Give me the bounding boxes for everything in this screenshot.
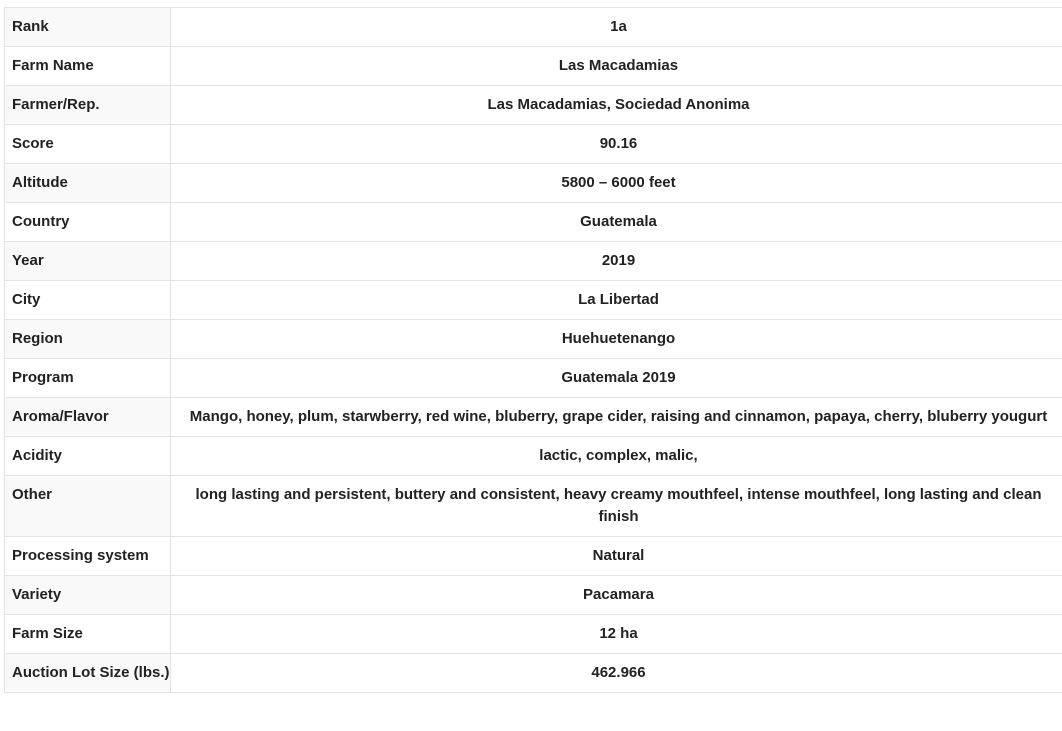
table-row-farm-size	[5, 615, 1062, 654]
table-row-variety	[5, 576, 1062, 615]
table-row-farmer-rep	[5, 86, 1062, 125]
row-label: Region	[5, 320, 171, 359]
table-row-altitude	[5, 164, 1062, 203]
row-value: Natural	[171, 537, 1062, 576]
row-value: 1a	[171, 8, 1062, 47]
row-label: City	[5, 281, 171, 320]
table-row-auction-lot-size	[5, 654, 1062, 693]
row-value: Huehuetenango	[171, 320, 1062, 359]
row-label: Farm Size	[5, 615, 171, 654]
table-row-processing-system	[5, 537, 1062, 576]
row-value: 2019	[171, 242, 1062, 281]
row-value: 90.16	[171, 125, 1062, 164]
row-value: Las Macadamias, Sociedad Anonima	[171, 86, 1062, 125]
row-label: Processing system	[5, 537, 171, 576]
row-label: Altitude	[5, 164, 171, 203]
table-row-country	[5, 203, 1062, 242]
row-label: Other	[5, 476, 171, 537]
table-row-score	[5, 125, 1062, 164]
row-value: Guatemala 2019	[171, 359, 1062, 398]
table-row-year	[5, 242, 1062, 281]
table-row-aroma-flavor	[5, 398, 1062, 437]
row-value: La Libertad	[171, 281, 1062, 320]
table-row-other	[5, 476, 1062, 537]
row-value: 12 ha	[171, 615, 1062, 654]
table-row-farm-name	[5, 47, 1062, 86]
row-value: Pacamara	[171, 576, 1062, 615]
row-label: Year	[5, 242, 171, 281]
row-label: Farmer/Rep.	[5, 86, 171, 125]
row-label: Score	[5, 125, 171, 164]
row-label: Rank	[5, 8, 171, 47]
table-row-program	[5, 359, 1062, 398]
row-value: 462.966	[171, 654, 1062, 693]
row-value: Guatemala	[171, 203, 1062, 242]
row-label: Auction Lot Size (lbs.)	[5, 654, 171, 693]
row-value: Las Macadamias	[171, 47, 1062, 86]
row-label: Farm Name	[5, 47, 171, 86]
table-row-region	[5, 320, 1062, 359]
coffee-details-container	[4, 7, 1062, 693]
row-value: 5800 – 6000 feet	[171, 164, 1062, 203]
table-row-rank	[5, 8, 1062, 47]
table-row-acidity	[5, 437, 1062, 476]
row-value: Mango, honey, plum, starwberry, red wine, bluberry, grape cider, raising and cinnamon, papaya, cherry, bluberry yougurt	[171, 398, 1062, 437]
row-label: Country	[5, 203, 171, 242]
row-label: Program	[5, 359, 171, 398]
row-label: Aroma/Flavor	[5, 398, 171, 437]
coffee-details-table	[4, 7, 1062, 693]
row-value: long lasting and persistent, buttery and consistent, heavy creamy mouthfeel, intense mouthfeel, long lasting and clean finish	[171, 476, 1062, 537]
row-label: Variety	[5, 576, 171, 615]
row-label: Acidity	[5, 437, 171, 476]
row-value: lactic, complex, malic,	[171, 437, 1062, 476]
table-row-city	[5, 281, 1062, 320]
